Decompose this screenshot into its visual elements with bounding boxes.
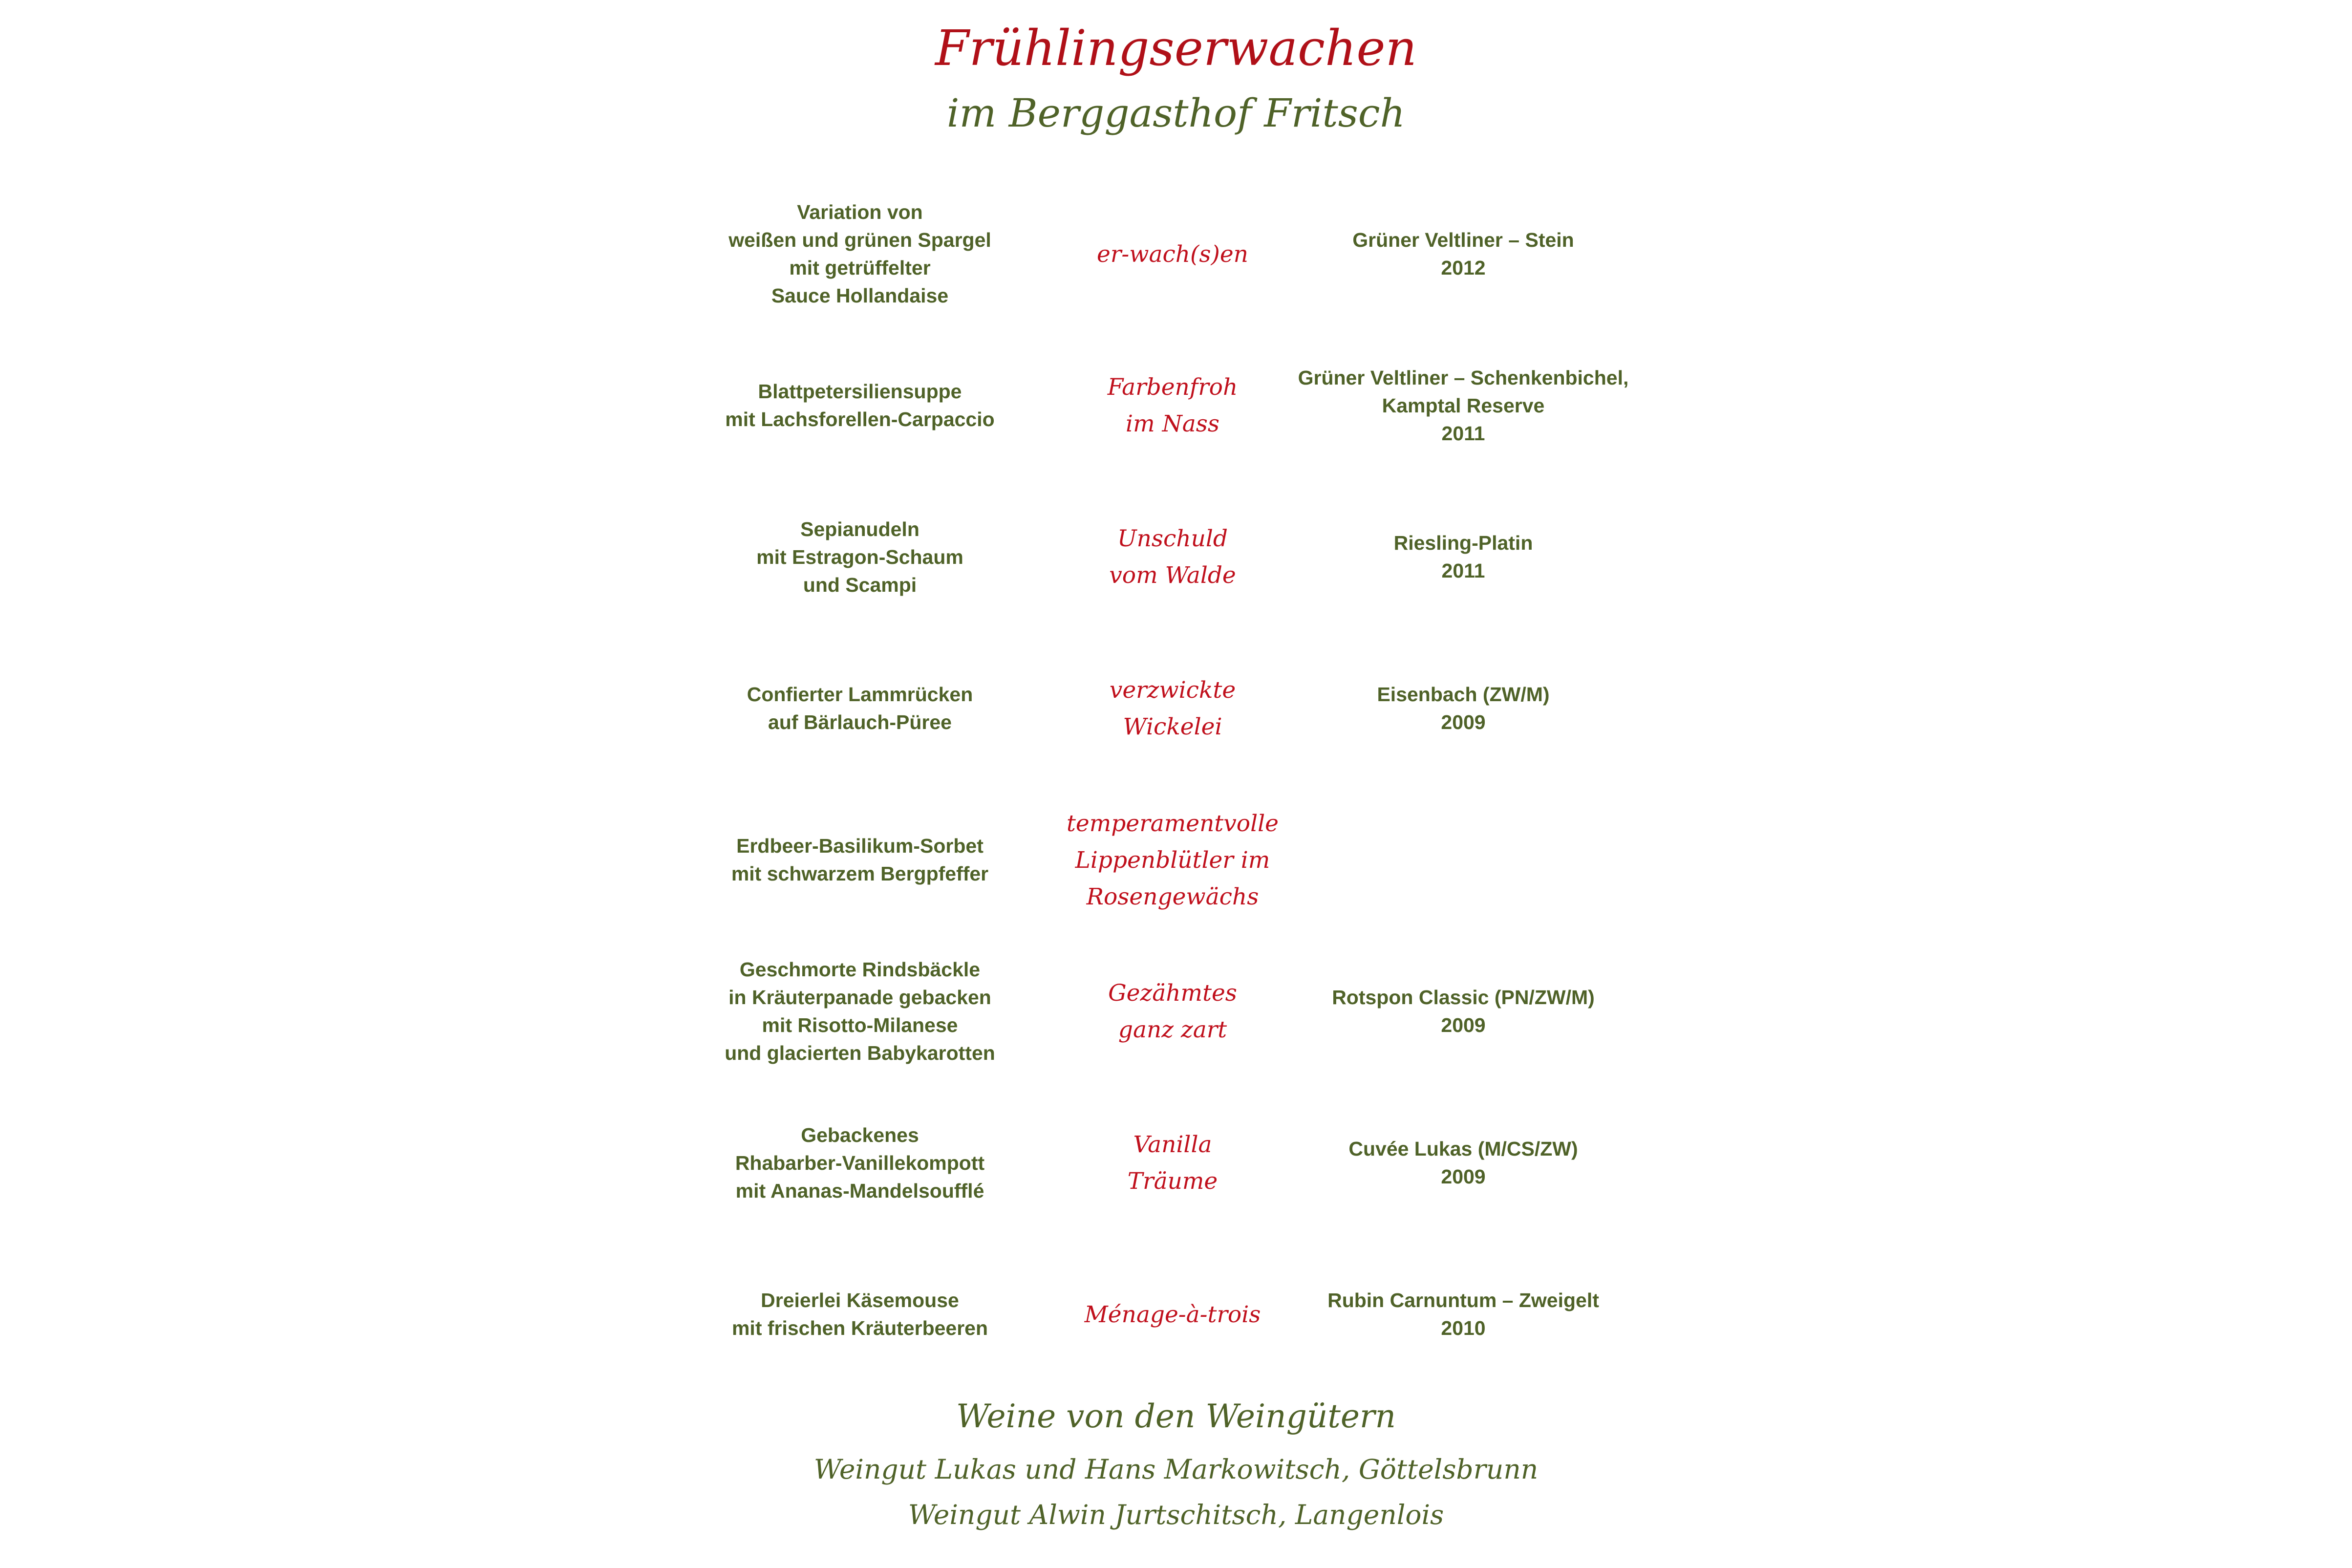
dish-line: Gebackenes: [801, 1123, 919, 1146]
dish-line: mit frischen Kräuterbeeren: [731, 1317, 988, 1339]
dish-description: [679, 1256, 1041, 1373]
motto-line: Unschuld: [1117, 525, 1228, 552]
wine-line: 2012: [1441, 257, 1486, 279]
motto-line: temperamentvolle: [1067, 810, 1279, 837]
motto-line: Wickelei: [1123, 713, 1222, 740]
wine-line: Rubin Carnuntum – Zweigelt: [1327, 1289, 1599, 1311]
course-row: [0, 1256, 2352, 1373]
course-row: [0, 498, 2352, 616]
dish-line: weißen und grünen Spargel: [728, 229, 991, 251]
wine-line: Cuvée Lukas (M/CS/ZW): [1348, 1138, 1578, 1160]
dish-description: [679, 801, 1041, 919]
dish-description: [679, 195, 1041, 313]
motto-line: Vanilla: [1133, 1131, 1212, 1158]
dish-line: Blattpetersiliensuppe: [758, 380, 962, 403]
dish-line: Erdbeer-Basilikum-Sorbet: [736, 835, 984, 857]
wine-pairing: [1280, 498, 1646, 616]
motto-line: Gezähmtes: [1108, 980, 1237, 1007]
dish-line: Confierter Lammrücken: [747, 683, 973, 706]
wine-line: Grüner Veltliner – Schenkenbichel,: [1298, 366, 1629, 389]
course-row: [0, 953, 2352, 1070]
motto-line: im Nass: [1126, 410, 1219, 437]
dish-line: mit Risotto-Milanese: [762, 1014, 958, 1036]
dish-description: [679, 953, 1041, 1070]
wine-line: 2011: [1441, 559, 1485, 582]
menu-title: Frühlingserwachen: [935, 20, 1417, 77]
dish-line: in Kräuterpanade gebacken: [728, 986, 991, 1009]
dish-line: Geschmorte Rindsbäckle: [739, 958, 981, 981]
winery-line: Weingut Alwin Jurtschitsch, Langenlois: [908, 1499, 1444, 1530]
motto-line: vom Walde: [1109, 562, 1236, 589]
wine-line: Grüner Veltliner – Stein: [1352, 229, 1574, 251]
winery-line: Weingut Lukas und Hans Markowitsch, Göttelsbrunn: [813, 1454, 1539, 1485]
wine-line: Rotspon Classic (PN/ZW/M): [1332, 986, 1595, 1009]
dish-line: Sepianudeln: [800, 517, 919, 540]
dish-line: mit Ananas-Mandelsoufflé: [735, 1179, 984, 1202]
dish-line: und Scampi: [803, 573, 917, 596]
dish-line: Dreierlei Käsemouse: [761, 1289, 959, 1311]
course-row: [0, 1104, 2352, 1222]
wine-line: Riesling-Platin: [1393, 532, 1533, 554]
wine-line: 2009: [1441, 1165, 1486, 1188]
wine-line: 2010: [1441, 1317, 1486, 1339]
course-row: [0, 195, 2352, 313]
motto-line: ganz zart: [1118, 1016, 1227, 1043]
motto-line: Farbenfroh: [1107, 374, 1238, 401]
wine-pairing: [1280, 1104, 1646, 1222]
dish-line: und glacierten Babykarotten: [725, 1042, 995, 1064]
motto-line: Ménage-à-trois: [1084, 1301, 1261, 1328]
dish-line: Variation von: [797, 201, 923, 223]
motto-line: Träume: [1127, 1168, 1218, 1195]
wine-pairing: [1280, 195, 1646, 313]
course-row: [0, 650, 2352, 767]
motto-line: Lippenblütler im: [1075, 846, 1270, 874]
wineries-heading: Weine von den Weingütern: [956, 1397, 1396, 1435]
wine-pairing: [1280, 650, 1646, 767]
menu-subtitle: im Berggasthof Fritsch: [946, 90, 1406, 136]
dish-description: [679, 347, 1041, 464]
wine-pairing: [1280, 1256, 1646, 1373]
dish-line: Sauce Hollandaise: [771, 284, 949, 307]
wine-line: 2009: [1441, 711, 1486, 733]
dish-line: mit Lachsforellen-Carpaccio: [725, 408, 995, 430]
dish-line: mit getrüffelter: [789, 257, 931, 279]
course-row: [0, 347, 2352, 464]
wine-line: Eisenbach (ZW/M): [1377, 683, 1550, 706]
wine-pairing: [1280, 801, 1646, 919]
dish-line: mit schwarzem Bergpfeffer: [731, 862, 989, 885]
wine-line: 2009: [1441, 1014, 1486, 1036]
dish-description: [679, 498, 1041, 616]
wine-pairing: [1280, 347, 1646, 464]
wine-line: Kamptal Reserve: [1382, 394, 1545, 417]
dish-line: mit Estragon-Schaum: [756, 545, 963, 568]
motto-line: verzwickte: [1109, 677, 1236, 704]
motto-line: er-wach(s)en: [1097, 240, 1248, 268]
dish-line: Rhabarber-Vanillekompott: [735, 1151, 985, 1174]
dish-line: auf Bärlauch-Püree: [768, 711, 952, 733]
motto-line: Rosengewächs: [1086, 883, 1259, 910]
wine-pairing: [1280, 953, 1646, 1070]
course-row: [0, 801, 2352, 919]
wine-line: 2011: [1441, 422, 1485, 445]
dish-description: [679, 1104, 1041, 1222]
dish-description: [679, 650, 1041, 767]
